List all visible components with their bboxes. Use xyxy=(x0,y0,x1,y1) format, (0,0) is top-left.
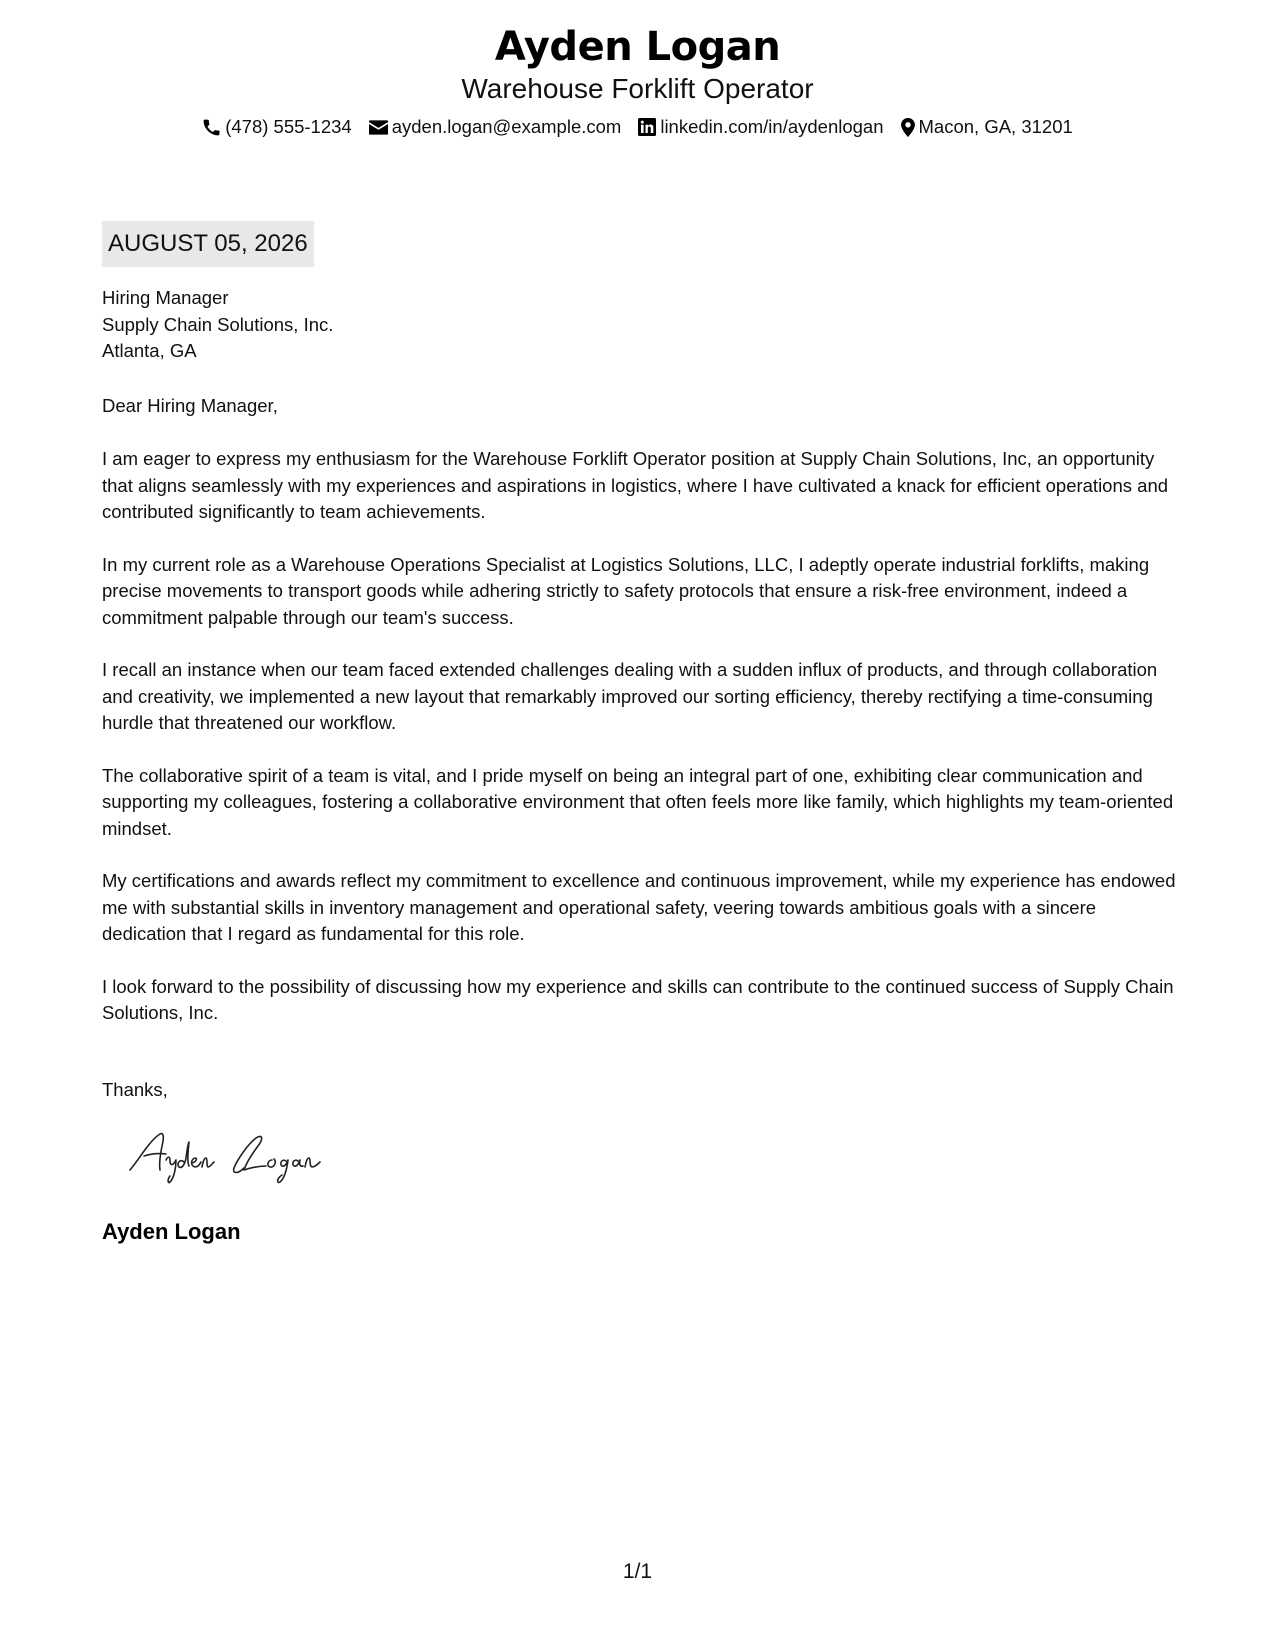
contact-linkedin[interactable] xyxy=(638,115,883,139)
body-paragraph: I am eager to express my enthusiasm for the Warehouse Forklift Operator position at Supply Chain Solutions, Inc, an opportunity that aligns seamlessly with my experiences and aspirations in logistics, where I have cultivated a knack for efficient operations and contributed significantly to team achievements. xyxy=(102,448,1169,522)
phone-icon xyxy=(202,118,221,137)
envelope-icon xyxy=(369,120,388,135)
salutation: Dear Hiring Manager, xyxy=(102,395,278,416)
contact-location[interactable] xyxy=(901,115,1073,139)
linkedin-icon xyxy=(638,118,656,136)
email-text: ayden.logan@example.com xyxy=(391,116,622,137)
recipient-line: Hiring Manager xyxy=(102,287,229,308)
contact-phone[interactable] xyxy=(202,115,352,139)
applicant-name: Ayden Logan xyxy=(494,24,781,70)
contact-bar xyxy=(0,115,1275,139)
body-paragraph: I recall an instance when our team faced extended challenges dealing with a sudden influx of products, and through collaboration and creativity, we implemented a new layout that remarkably improved our sorting efficiency, thereby rectifying a time-consuming hurdle that threatened our workflow. xyxy=(102,659,1158,733)
letter-body xyxy=(102,446,1177,1053)
location-text: Macon, GA, 31201 xyxy=(918,116,1073,137)
handwritten-signature xyxy=(126,1124,346,1186)
body-paragraph: In my current role as a Warehouse Operations Specialist at Logistics Solutions, LLC, I adeptly operate industrial forklifts, making precise movements to transport goods while adhering strictly to safety protocols that ensure a risk-free environment, indeed a commitment palpable through our team's success. xyxy=(102,553,1150,628)
body-paragraph: The collaborative spirit of a team is vital, and I pride myself on being an integral part of one, exhibiting clear communication and supporting my colleagues, fostering a collaborative environment that often feels more like family, which highlights my team-oriented mindset. xyxy=(102,764,1174,839)
contact-email[interactable] xyxy=(369,115,622,139)
letter-header xyxy=(0,22,1275,139)
recipient-block xyxy=(102,285,1177,365)
closing: Thanks, xyxy=(102,1079,168,1100)
page-number: 1/1 xyxy=(622,1560,653,1583)
recipient-line: Supply Chain Solutions, Inc. xyxy=(102,313,334,335)
linkedin-text: linkedin.com/in/aydenlogan xyxy=(660,116,884,137)
body-paragraph: I look forward to the possibility of discussing how my experience and skills can contribute to the continued success of Supply Chain Solutions, Inc. xyxy=(102,975,1174,1023)
applicant-job-title: Warehouse Forklift Operator xyxy=(461,73,814,104)
phone-text: (478) 555-1234 xyxy=(225,116,352,137)
letter-date: AUGUST 05, 2026 xyxy=(102,221,314,267)
recipient-line: Atlanta, GA xyxy=(102,340,197,361)
body-paragraph: My certifications and awards reflect my commitment to excellence and continuous improvement, while my experience has endowed me with substantial skills in inventory management and operational safety, veering towards ambitious goals with a sincere dedication that I regard as fundamental for this role. xyxy=(102,870,1176,944)
map-pin-icon xyxy=(901,118,915,137)
signatory-name: Ayden Logan xyxy=(102,1219,241,1244)
